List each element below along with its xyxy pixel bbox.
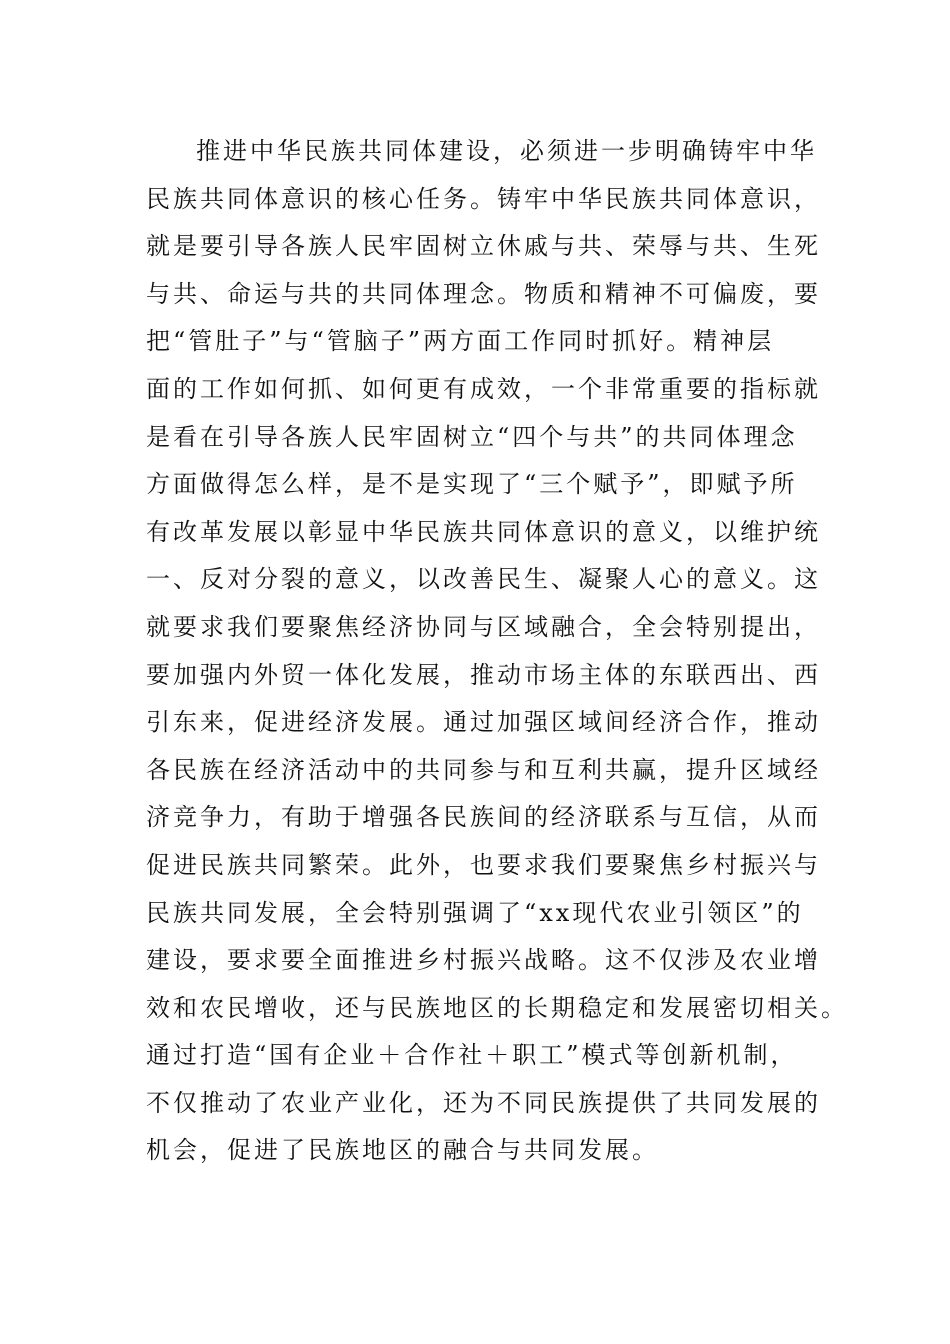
paragraph-line: 济竞争力，有助于增强各民族间的经济联系与互信，从而 [146, 803, 821, 832]
paragraph-line: 把“管肚子”与“管脑子”两方面工作同时抓好。精神层 [146, 327, 775, 356]
body-paragraph [146, 128, 848, 1175]
paragraph-line: 效和农民增收，还与民族地区的长期稳定和发展密切相关。 [146, 993, 848, 1022]
paragraph-line: 通过打造“国有企业＋合作社＋职工”模式等创新机制， [146, 1041, 798, 1070]
paragraph-line: 民族共同发展，全会特别强调了“xx现代农业引领区”的 [146, 898, 804, 927]
paragraph-line: 一、反对分裂的意义，以改善民生、凝聚人心的意义。这 [146, 565, 821, 594]
paragraph-line: 促进民族共同繁荣。此外，也要求我们要聚焦乡村振兴与 [146, 850, 821, 879]
paragraph-line: 与共、命运与共的共同体理念。物质和精神不可偏废，要 [146, 279, 821, 308]
paragraph-line: 是看在引导各族人民牢固树立“四个与共”的共同体理念 [146, 422, 798, 451]
paragraph-line: 有改革发展以彰显中华民族共同体意识的意义，以维护统 [146, 517, 821, 546]
paragraph-line: 就要求我们要聚焦经济协同与区域融合，全会特别提出， [146, 612, 821, 641]
paragraph-line: 机会，促进了民族地区的融合与共同发展。 [146, 1136, 659, 1165]
paragraph-line: 不仅推动了农业产业化，还为不同民族提供了共同发展的 [146, 1088, 821, 1117]
paragraph-line: 就是要引导各族人民牢固树立休戚与共、荣辱与共、生死 [146, 232, 821, 261]
paragraph-line: 推进中华民族共同体建设，必须进一步明确铸牢中华 [196, 137, 817, 165]
paragraph-line: 各民族在经济活动中的共同参与和互利共赢，提升区域经 [146, 755, 821, 784]
paragraph-line: 民族共同体意识的核心任务。铸牢中华民族共同体意识， [146, 184, 821, 213]
paragraph-line: 方面做得怎么样，是不是实现了“三个赋予”，即赋予所 [146, 470, 798, 499]
paragraph-line: 要加强内外贸一体化发展，推动市场主体的东联西出、西 [146, 660, 821, 689]
paragraph-line: 引东来，促进经济发展。通过加强区域间经济合作，推动 [146, 708, 821, 737]
paragraph-line: 建设，要求要全面推进乡村振兴战略。这不仅涉及农业增 [146, 946, 821, 975]
paragraph-line: 面的工作如何抓、如何更有成效，一个非常重要的指标就 [146, 374, 821, 403]
